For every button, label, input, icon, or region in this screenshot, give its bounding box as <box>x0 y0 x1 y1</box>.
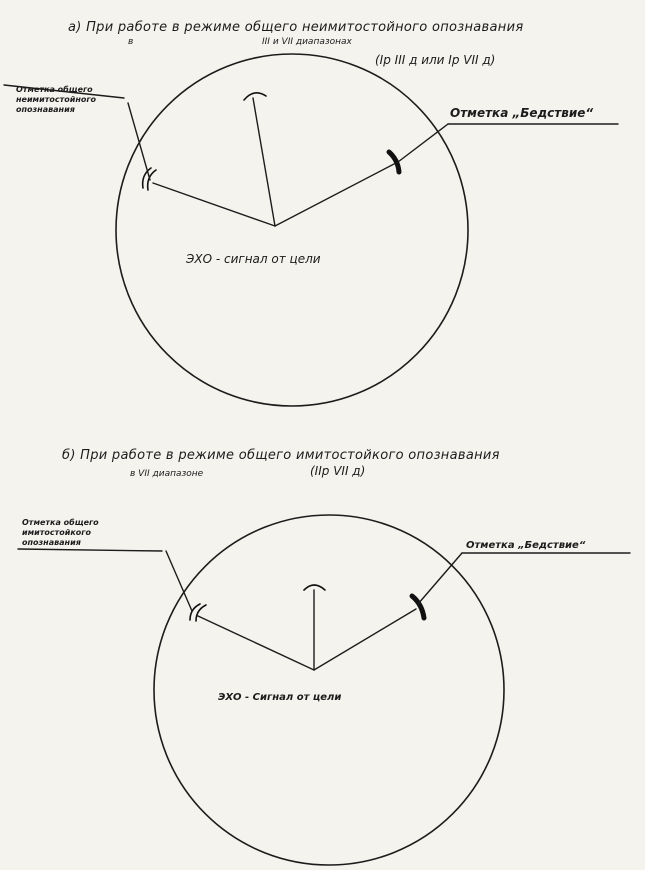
diagram-b-general-leader-top <box>18 549 162 551</box>
diagram-b-indicator-circle <box>154 515 504 865</box>
diagram-a-heading-bands: III и VII диапазонах <box>262 37 352 47</box>
diagram-b-left-line <box>198 616 314 670</box>
diagram-b-right-line <box>314 609 416 670</box>
diagram-a-heading-in: в <box>128 37 134 47</box>
diagram-a-general-leader <box>128 103 150 180</box>
diagram-b <box>18 448 630 865</box>
diagram-a-right-line <box>275 164 394 226</box>
diagram-b-heading-codes: (IIр VII д) <box>310 464 366 478</box>
diagram-a-north-line <box>253 98 275 226</box>
diagram-b-heading-line1: б) При работе в режиме общего имитостойкого опознавания <box>62 448 500 463</box>
diagram-a-distress-leader <box>398 124 448 162</box>
diagram-b-echo-label: ЭХО - Сигнал от цели <box>218 692 342 703</box>
diagram-b-top-arc-mark <box>304 585 325 590</box>
diagram-a-general-label-2: неимитостойного <box>16 95 97 104</box>
diagram-a-general-mark <box>148 170 156 190</box>
diagram-b-heading-line2: в VII диапазоне <box>130 469 204 479</box>
diagram-b-general-label-1: Отметка общего <box>22 518 99 527</box>
diagram-b-general-label-2: имитостойкого <box>22 528 91 537</box>
diagram-a-distress-label: Отметка „Бедствие“ <box>450 106 594 120</box>
diagram-a-top-arc-mark <box>244 93 266 100</box>
diagram-b-general-label-3: опознавания <box>22 538 81 547</box>
diagram-a-heading-codes: (Iр III д или Iр VII д) <box>375 53 496 67</box>
diagram-b-distress-label: Отметка „Бедствие“ <box>466 540 586 551</box>
diagram-a <box>4 20 618 406</box>
diagram-a-heading-line1: а) При работе в режиме общего неимитостойного опознавания <box>68 20 524 35</box>
diagram-a-left-line <box>153 183 275 226</box>
diagram-a-echo-label: ЭХО - сигнал от цели <box>186 252 321 266</box>
diagram-b-distress-leader <box>418 553 462 604</box>
diagram-a-indicator-circle <box>116 54 468 406</box>
diagram-a-general-label-3: опознавания <box>16 105 75 114</box>
diagram-a-general-label-1: Отметка общего <box>16 85 93 94</box>
diagram-b-general-leader <box>166 551 192 611</box>
